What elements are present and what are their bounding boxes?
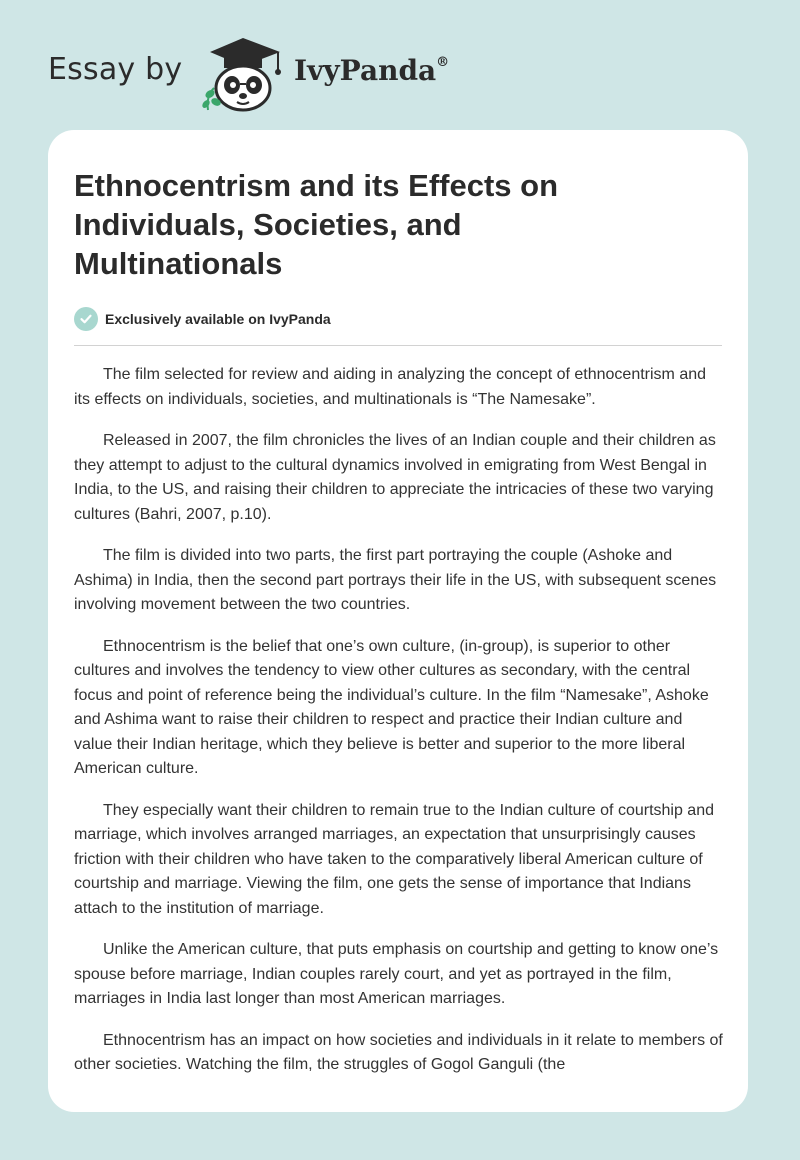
panda-graduate-logo-icon[interactable] <box>200 36 286 112</box>
brand-name[interactable]: IvyPanda® <box>294 54 450 87</box>
essay-by-label: Essay by <box>48 52 183 87</box>
checkmark-icon <box>74 307 98 331</box>
essay-body <box>74 363 724 1095</box>
site-header <box>48 34 548 114</box>
exclusive-badge <box>74 306 331 332</box>
essay-card <box>48 130 748 1112</box>
exclusive-badge-label: Exclusively available on IvyPanda <box>105 311 331 327</box>
paragraph: Ethnocentrism has an impact on how societies and individuals in it relate to members of other societies. Watching the film, the struggles of Gogol Ganguli (the <box>74 1031 723 1073</box>
registered-mark: ® <box>436 54 450 70</box>
paragraph: They especially want their children to remain true to the Indian culture of courtship and marriage, which involves arranged marriages, an expectation that unsurprisingly causes friction with their children who have taken to the comparatively liberal American culture of courtship and marriage. Viewing the film, one gets the sense of importance that Indians attach to the institution of marriage. <box>74 801 714 917</box>
paragraph: Unlike the American culture, that puts emphasis on courtship and getting to know one’s spouse before marriage, Indian couples rarely court, and yet as portrayed in the film, marriages in India last longer than most American marriages. <box>74 941 719 1007</box>
paragraph: The film is divided into two parts, the first part portraying the couple (Ashoke and Ashima) in India, then the second part portrays their life in the US, with subsequent scenes involving movement between the two countries. <box>74 547 717 613</box>
paragraph: The film selected for review and aiding in analyzing the concept of ethnocentrism and its effects on individuals, societies, and multinationals is “The Namesake”. <box>74 366 707 408</box>
paragraph: Ethnocentrism is the belief that one’s own culture, (in-group), is superior to other cultures and involves the tendency to view other cultures as secondary, with the central focus and point of reference being the individual’s culture. In the film “Namesake”, Ashoke and Ashima want to raise their children to respect and practice their Indian culture and value their Indian heritage, which they believe is better and superior to the more liberal American culture. <box>74 637 709 777</box>
paragraph: Released in 2007, the film chronicles the lives of an Indian couple and their children as they attempt to adjust to the cultural dynamics involved in emigrating from West Bengal in India, to the US, and raising their children to appreciate the intricacies of these two varying cultures (Bahri, 2007, p.10). <box>74 432 716 523</box>
divider <box>74 345 722 346</box>
essay-title: Ethnocentrism and its Effects on Individuals, Societies, and Multinationals <box>74 168 559 281</box>
